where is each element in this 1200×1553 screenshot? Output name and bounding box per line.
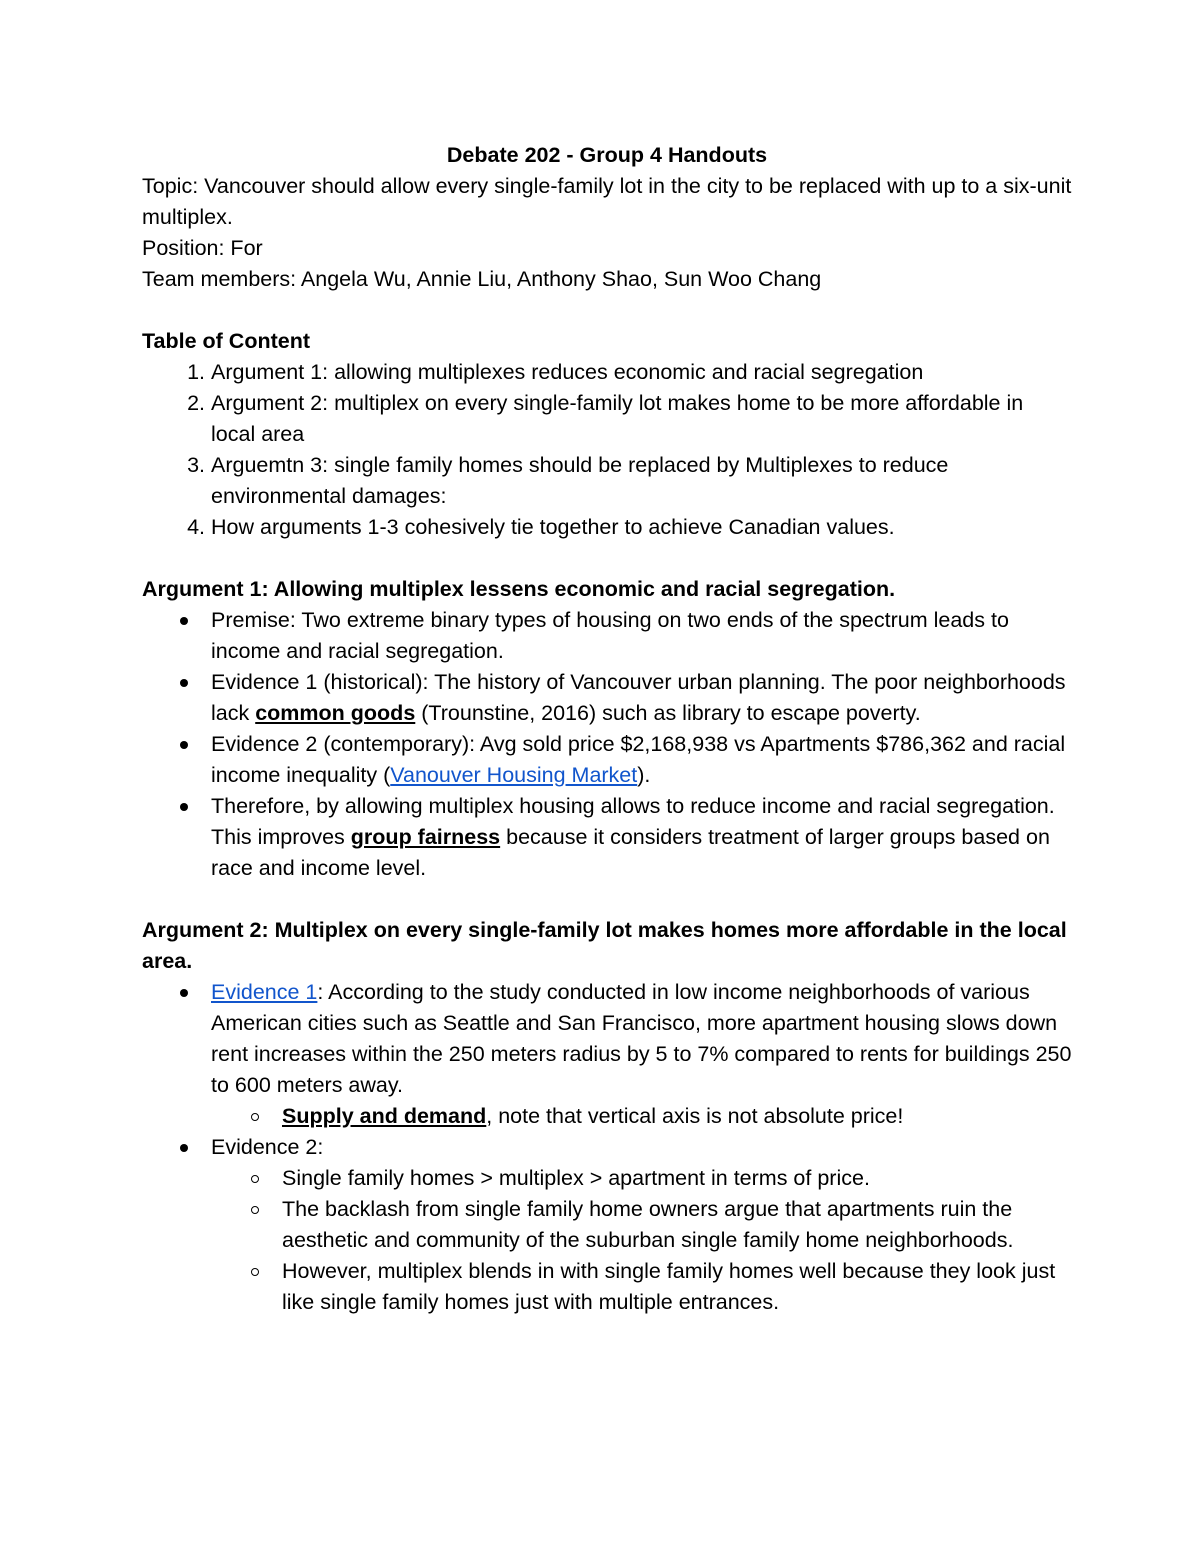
evidence-1-link[interactable]: Evidence 1 bbox=[211, 980, 318, 1004]
spacer bbox=[142, 543, 1072, 574]
toc-heading: Table of Content bbox=[142, 329, 311, 353]
common-goods-term: common goods bbox=[255, 701, 416, 725]
supply-demand-note: Supply and demand, note that vertical axis is not absolute price! bbox=[282, 1101, 1072, 1132]
toc-item: 4. How arguments 1-3 cohesively tie together to achieve Canadian values. bbox=[211, 512, 1072, 543]
argument-1-heading: Argument 1: Allowing multiplex lessens economic and racial segregation. bbox=[142, 577, 896, 601]
argument-1-premise: Premise: Two extreme binary types of housing on two ends of the spectrum leads to income and racial segregation. bbox=[211, 605, 1072, 667]
argument-2-list bbox=[142, 977, 1072, 1318]
group-fairness-term: group fairness bbox=[350, 825, 501, 849]
toc-item: 2. Argument 2: multiplex on every single-family lot makes home to be more affordable in local area bbox=[211, 388, 1072, 450]
evidence-2-subitem: Single family homes > multiplex > apartment in terms of price. bbox=[282, 1163, 1072, 1194]
toc-item: 3. Arguemtn 3: single family homes should be replaced by Multiplexes to reduce environmental damages: bbox=[211, 450, 1072, 512]
evidence-2-sublist bbox=[211, 1163, 1072, 1318]
argument-1-evidence-1: Evidence 1 (historical): The history of Vancouver urban planning. The poor neighborhoods lack common goods (Trounstine, 2016) such as library to escape poverty. bbox=[211, 667, 1072, 729]
position-line: Position: For bbox=[142, 236, 263, 260]
team-line: Team members: Angela Wu, Annie Liu, Anthony Shao, Sun Woo Chang bbox=[142, 267, 822, 291]
toc-list bbox=[142, 357, 1072, 543]
spacer bbox=[142, 884, 1072, 915]
argument-2-heading: Argument 2: Multiplex on every single-family lot makes homes more affordable in the local area. bbox=[142, 918, 1067, 973]
topic-line: Topic: Vancouver should allow every single-family lot in the city to be replaced with up to a six-unit multiplex. bbox=[142, 174, 1072, 229]
argument-1-evidence-2: Evidence 2 (contemporary): Avg sold price $2,168,938 vs Apartments $786,362 and racial income inequality (Vanouver Housing Market). bbox=[211, 729, 1072, 791]
argument-2-evidence-1: Evidence 1: According to the study conducted in low income neighborhoods of various American cities such as Seattle and San Francisco, more apartment housing slows down rent increases within the 250 meters radius by 5 to 7% compared to rents for buildings 250 to 600 meters away. Supply and demand, note that vertical axis is not absolute price! bbox=[211, 977, 1072, 1132]
argument-1-conclusion: Therefore, by allowing multiplex housing allows to reduce income and racial segregation. This improves group fairness because it considers treatment of larger groups based on race and income level. bbox=[211, 791, 1072, 884]
evidence-1-sublist bbox=[211, 1101, 1072, 1132]
evidence-2-subitem: However, multiplex blends in with single family homes well because they look just like single family homes just with multiple entrances. bbox=[282, 1256, 1072, 1318]
toc-item: 1. Argument 1: allowing multiplexes reduces economic and racial segregation bbox=[211, 357, 1072, 388]
vancouver-housing-market-link[interactable]: Vanouver Housing Market bbox=[390, 763, 638, 787]
page-title: Debate 202 - Group 4 Handouts bbox=[446, 143, 768, 167]
supply-and-demand-term: Supply and demand bbox=[282, 1104, 487, 1128]
evidence-2-subitem: The backlash from single family home owners argue that apartments ruin the aesthetic and community of the suburban single family home neighborhoods. bbox=[282, 1194, 1072, 1256]
argument-1-list bbox=[142, 605, 1072, 884]
spacer bbox=[142, 295, 1072, 326]
document-body bbox=[142, 140, 1072, 1318]
argument-2-evidence-2: Evidence 2: Single family homes > multiplex > apartment in terms of price. The backlash from single family home owners argue that apartments ruin the aesthetic and community of the suburban single family home neighborhoods. However, multiplex blends in with single family homes well because they look just like single family homes just with multiple entrances. bbox=[211, 1132, 1072, 1318]
